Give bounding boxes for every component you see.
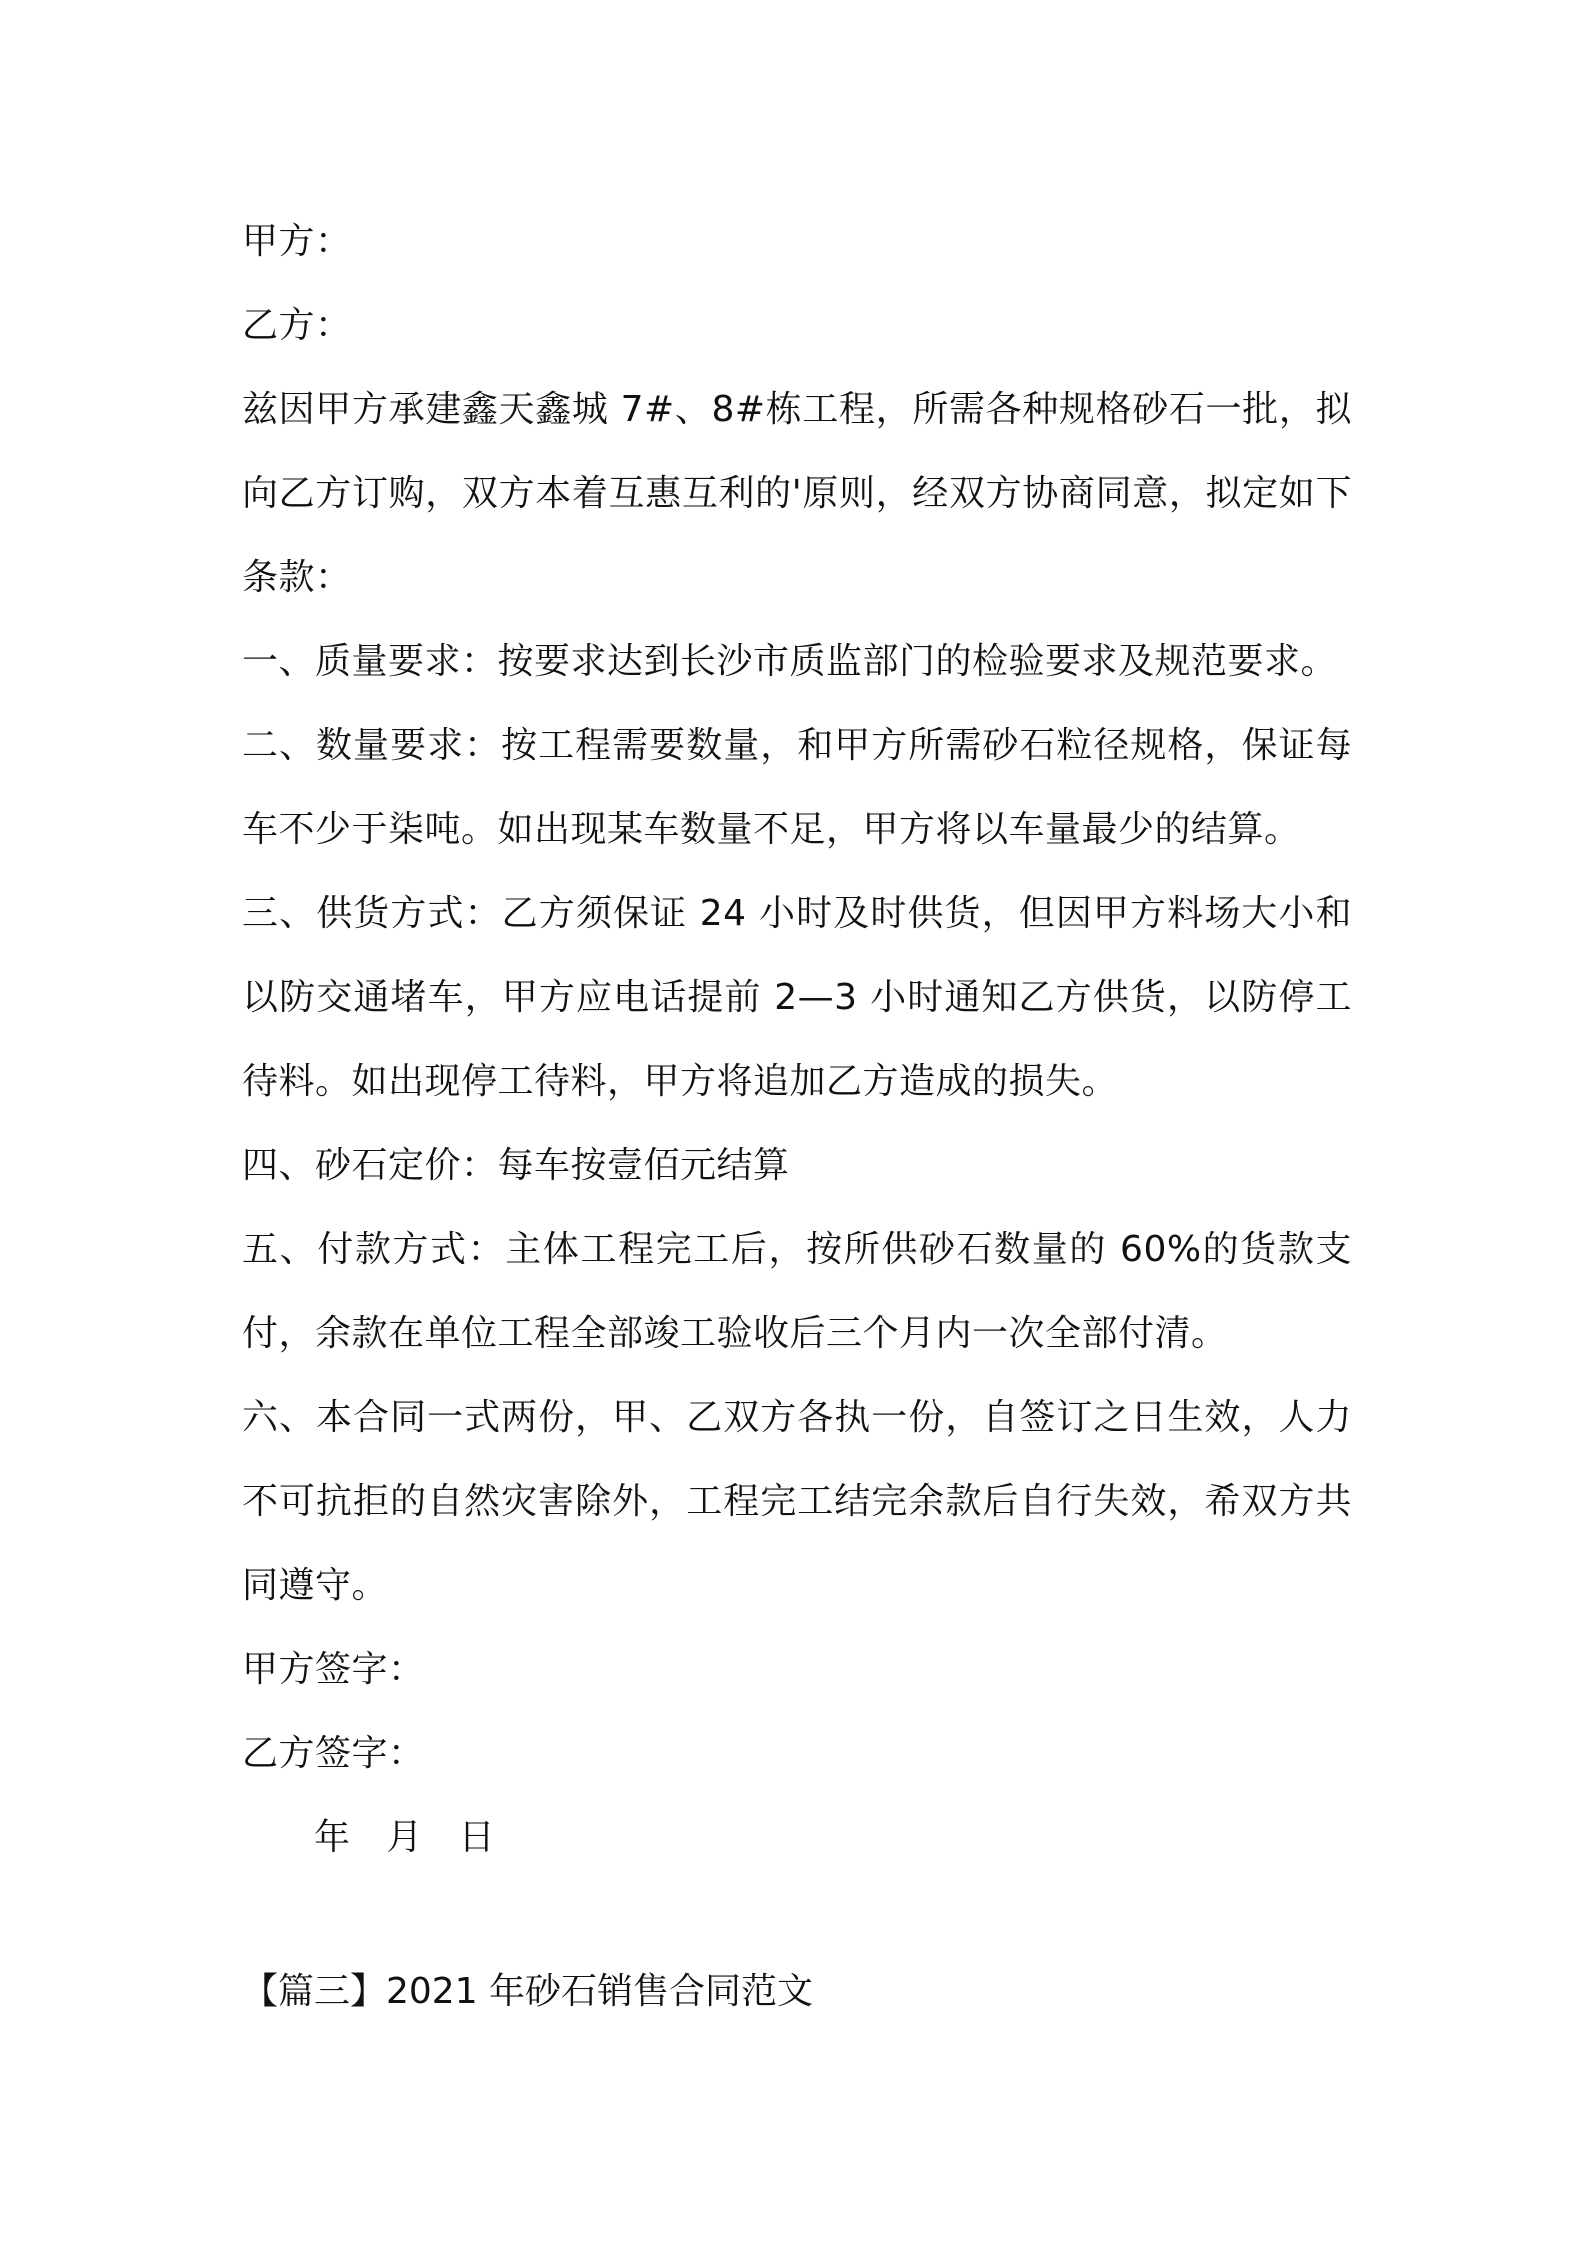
preamble-paragraph: 兹因甲方承建鑫天鑫城 7#、8#栋工程，所需各种规格砂石一批，拟向乙方订购，双方本着互惠互利的'原则，经双方协商同意，拟定如下条款：	[242, 389, 1352, 598]
clause-supply: 三、供货方式：乙方须保证 24 小时及时供货，但因甲方料场大小和以防交通堵车，甲方应电话提前 2—3 小时通知乙方供货，以防停工待料。如出现停工待料，甲方将追加乙方造成的损失。	[242, 893, 1352, 1102]
party-b-signature: 乙方签字：	[242, 1733, 425, 1774]
clause-payment: 五、付款方式：主体工程完工后，按所供砂石数量的 60%的货款支付，余款在单位工程全部竣工验收后三个月内一次全部付清。	[242, 1229, 1352, 1354]
party-b-line: 乙方：	[242, 305, 352, 346]
party-a-signature: 甲方签字：	[242, 1649, 425, 1690]
party-a-line: 甲方：	[242, 221, 352, 262]
clause-quality: 一、质量要求：按要求达到长沙市质监部门的检验要求及规范要求。	[242, 641, 1338, 682]
clause-pricing: 四、砂石定价：每车按壹佰元结算	[242, 1145, 790, 1186]
section-heading: 【篇三】2021 年砂石销售合同范文	[242, 1971, 814, 2012]
contract-body	[242, 200, 1352, 1880]
clause-quantity: 二、数量要求：按工程需要数量，和甲方所需砂石粒径规格，保证每车不少于柒吨。如出现某车数量不足，甲方将以车量最少的结算。	[242, 725, 1352, 850]
clause-validity: 六、本合同一式两份，甲、乙双方各执一份，自签订之日生效，人力不可抗拒的自然灾害除外，工程完工结完余款后自行失效，希双方共同遵守。	[242, 1397, 1352, 1606]
date-line: 年 月 日	[314, 1817, 496, 1858]
